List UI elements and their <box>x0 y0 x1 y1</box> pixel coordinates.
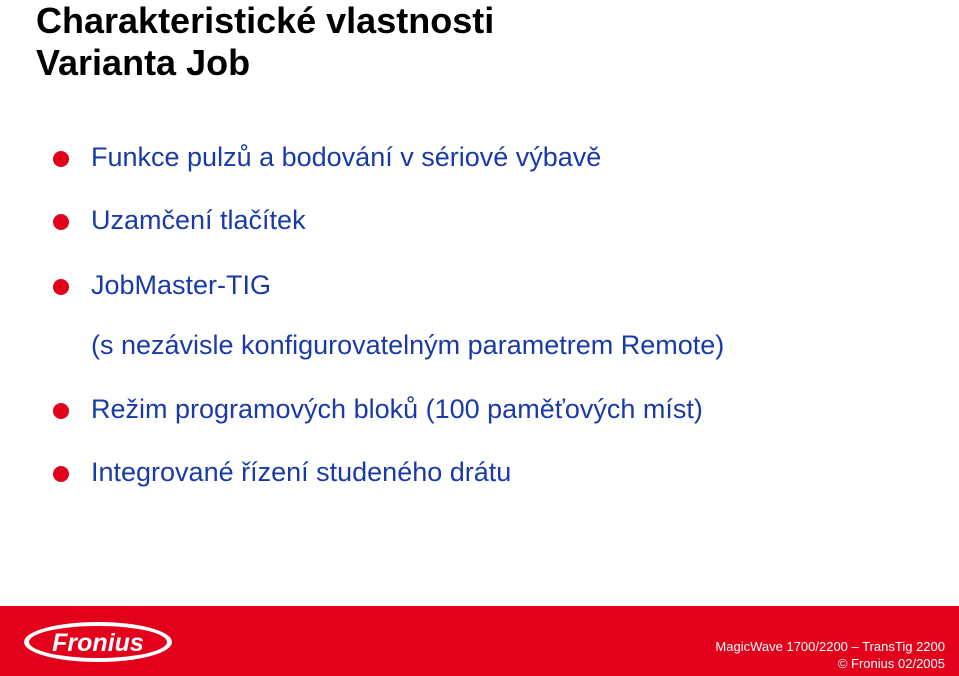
footer-bar <box>0 606 959 676</box>
bullet-dot-icon <box>53 151 69 167</box>
copyright: © Fronius 02/2005 <box>837 656 945 671</box>
bullet-dot-icon <box>53 279 69 295</box>
slide-title-line-2: Varianta Job <box>36 42 251 83</box>
bullet-item <box>0 455 959 495</box>
fronius-logo <box>22 620 174 664</box>
bullet-item <box>0 268 959 308</box>
bullet-text: JobMaster-TIG <box>91 270 272 300</box>
bullet-text: (s nezávisle konfigurovatelným parametrem Remote) <box>91 330 725 360</box>
logo-text: Fronius <box>52 629 144 657</box>
bullet-text: Integrované řízení studeného drátu <box>91 457 512 487</box>
bullet-item <box>0 392 959 432</box>
bullet-dot-icon <box>53 214 69 230</box>
bullet-item <box>0 140 959 180</box>
bullet-text: Uzamčení tlačítek <box>91 205 306 235</box>
slide-title-line-1: Charakteristické vlastnosti <box>36 0 495 41</box>
fronius-logo-icon <box>22 620 174 664</box>
bullet-dot-icon <box>53 403 69 419</box>
bullet-text: Režim programových bloků (100 paměťových míst) <box>91 394 703 424</box>
bullet-text: Funkce pulzů a bodování v sériové výbavě <box>91 142 602 172</box>
bullet-continuation <box>0 328 959 368</box>
bullet-dot-icon <box>53 466 69 482</box>
bullet-item <box>0 203 959 243</box>
product-line: MagicWave 1700/2200 – TransTig 2200 <box>715 639 945 654</box>
